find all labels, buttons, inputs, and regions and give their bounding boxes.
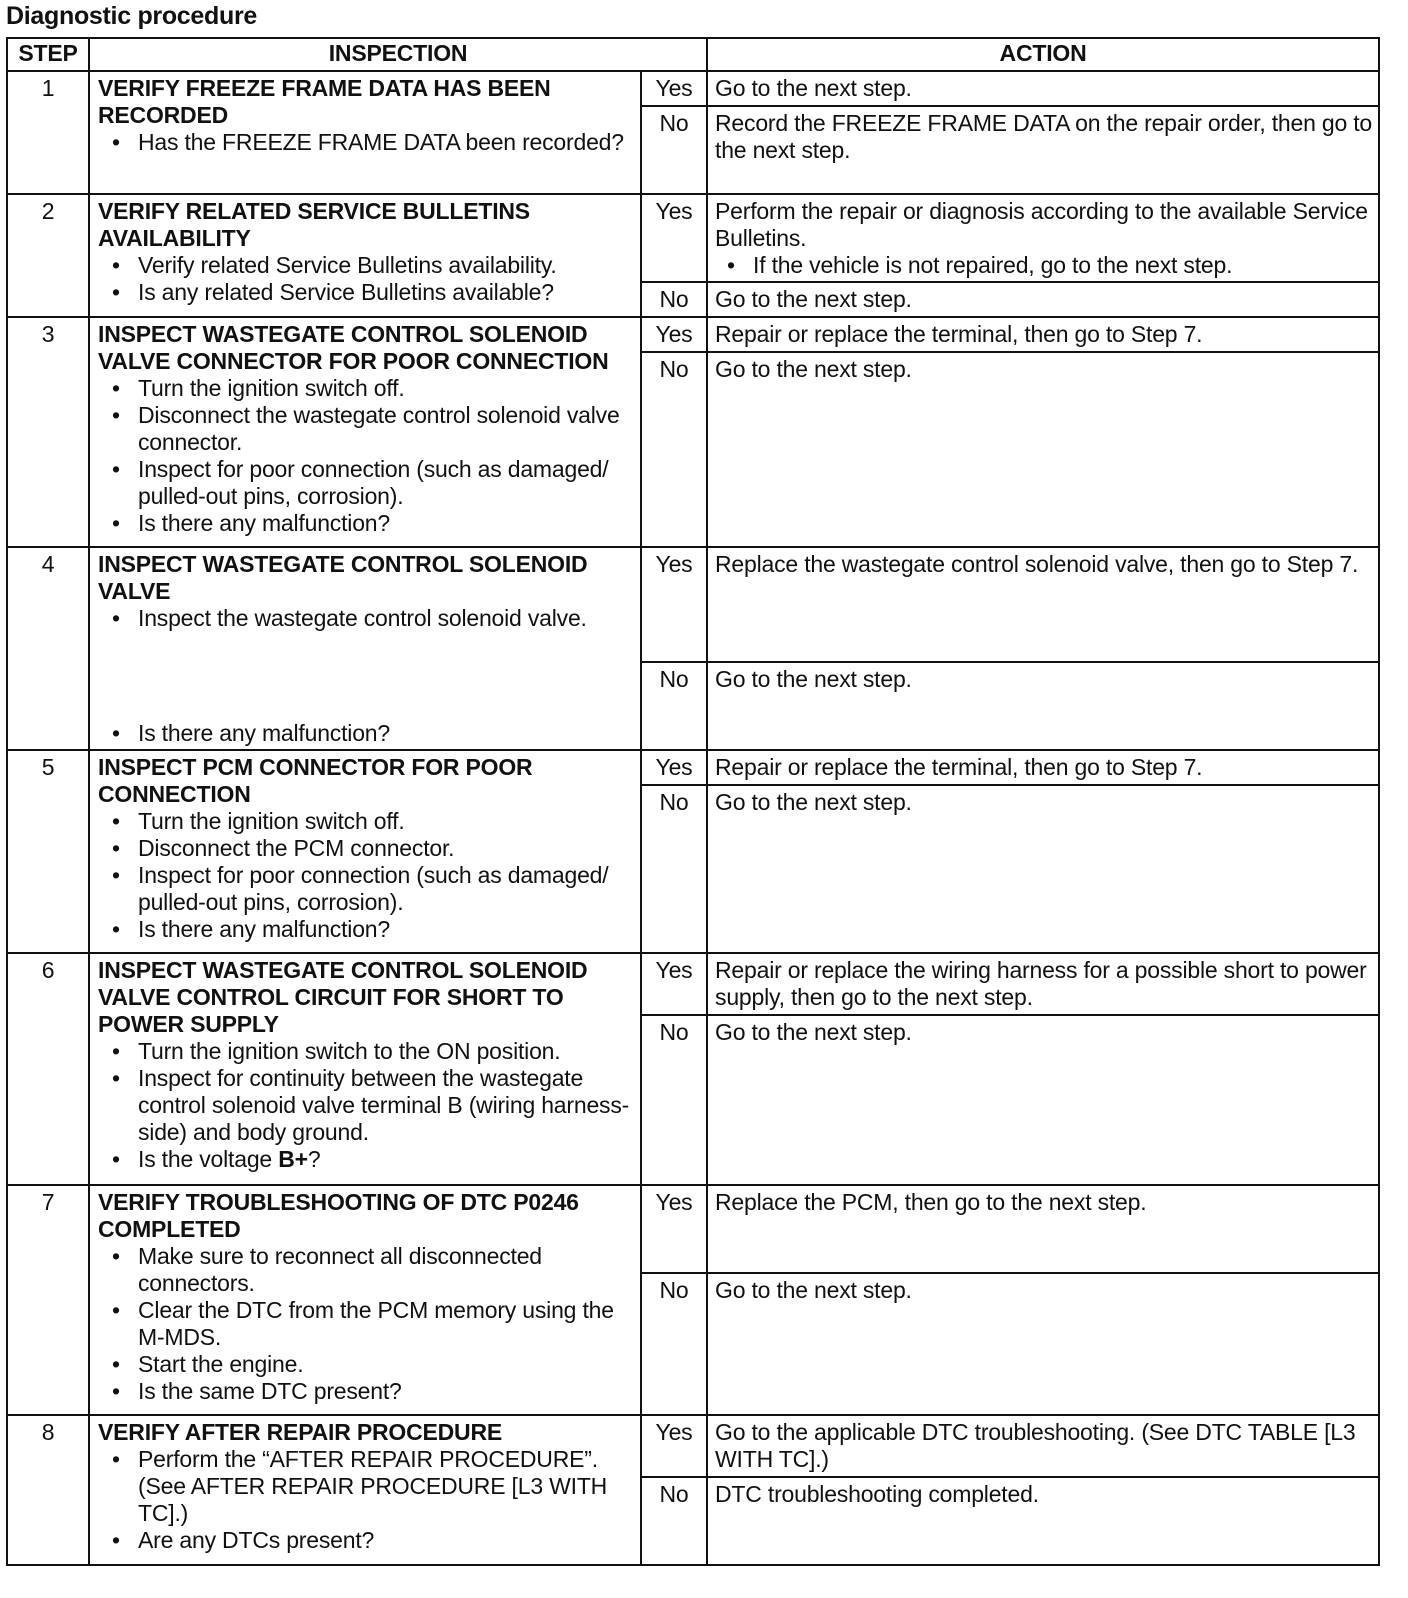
step-row (7, 1415, 1379, 1477)
yes-action: Replace the PCM, then go to the next step. (707, 1185, 1379, 1273)
no-action: Record the FREEZE FRAME DATA on the repair order, then go to the next step. (707, 106, 1379, 194)
inspection-cell (89, 1415, 641, 1565)
inspection-bullet: • Inspect for poor connection (such as damaged/ pulled-out pins, corrosion). (138, 456, 634, 510)
voltage-value: B+ (278, 1146, 308, 1172)
no-label: No (641, 662, 707, 750)
step-number: 7 (7, 1185, 89, 1415)
step-row (7, 750, 1379, 785)
no-label: No (641, 1477, 707, 1565)
table-header-row (7, 38, 1379, 71)
no-action: Go to the next step. (707, 1015, 1379, 1185)
yes-action: Replace the wastegate control solenoid valve, then go to Step 7. (707, 547, 1379, 662)
no-action: Go to the next step. (707, 785, 1379, 953)
no-action: DTC troubleshooting completed. (707, 1477, 1379, 1565)
yes-label: Yes (641, 547, 707, 662)
inspection-cell (89, 194, 641, 317)
no-action: Go to the next step. (707, 352, 1379, 547)
yes-label: Yes (641, 1415, 707, 1477)
step-number: 4 (7, 547, 89, 750)
inspection-bullet: • Perform the “AFTER REPAIR PROCEDURE”. (See AFTER REPAIR PROCEDURE [L3 WITH TC].) (138, 1446, 634, 1527)
step-row (7, 317, 1379, 352)
step-row (7, 194, 1379, 282)
inspection-bullet: • Is there any malfunction? (138, 720, 390, 747)
yes-label: Yes (641, 71, 707, 106)
inspection-title: VERIFY FREEZE FRAME DATA HAS BEEN RECORDED (98, 75, 551, 128)
step-number: 8 (7, 1415, 89, 1565)
inspection-title: VERIFY RELATED SERVICE BULLETINS AVAILABILITY (98, 198, 530, 251)
inspection-bullet: • Disconnect the PCM connector. (138, 835, 634, 862)
header-action: ACTION (707, 38, 1379, 71)
inspection-title: VERIFY TROUBLESHOOTING OF DTC P0246 COMPLETED (98, 1189, 579, 1242)
no-label: No (641, 1015, 707, 1185)
header-step: STEP (7, 38, 89, 71)
inspection-bullet: • Clear the DTC from the PCM memory using the M-MDS. (138, 1297, 634, 1351)
inspection-title: INSPECT WASTEGATE CONTROL SOLENOID VALVE CONTROL CIRCUIT FOR SHORT TO POWER SUPPLY (98, 957, 588, 1037)
yes-action-bullet: • If the vehicle is not repaired, go to the next step. (753, 252, 1372, 279)
inspection-bullet: • Turn the ignition switch off. (138, 808, 634, 835)
no-action: Go to the next step. (707, 282, 1379, 317)
diagnostic-table (6, 37, 1380, 1566)
inspection-title: INSPECT WASTEGATE CONTROL SOLENOID VALVE (98, 551, 588, 604)
no-label: No (641, 352, 707, 547)
inspection-bullet: • Is there any malfunction? (138, 916, 634, 943)
yes-action: Go to the next step. (707, 71, 1379, 106)
yes-action: Repair or replace the terminal, then go to Step 7. (707, 317, 1379, 352)
inspection-bullet: • Turn the ignition switch off. (138, 375, 634, 402)
inspection-bullet: • Are any DTCs present? (138, 1527, 634, 1554)
no-label: No (641, 106, 707, 194)
step-number: 3 (7, 317, 89, 547)
yes-label: Yes (641, 953, 707, 1015)
inspection-title: VERIFY AFTER REPAIR PROCEDURE (98, 1419, 502, 1445)
inspection-bullet: • Start the engine. (138, 1351, 634, 1378)
no-action: Go to the next step. (707, 1273, 1379, 1415)
inspection-bullet: • Inspect for continuity between the wastegate control solenoid valve terminal B (wiring harness-side) and body ground. (138, 1065, 634, 1146)
yes-label: Yes (641, 1185, 707, 1273)
inspection-cell (89, 71, 641, 194)
no-label: No (641, 1273, 707, 1415)
inspection-cell (89, 317, 641, 547)
yes-action: Perform the repair or diagnosis according to the available Service Bulletins. (715, 198, 1368, 251)
inspection-cell (89, 750, 641, 953)
inspection-bullet: • Is the same DTC present? (138, 1378, 634, 1405)
no-label: No (641, 282, 707, 317)
inspection-cell (89, 953, 641, 1185)
step-number: 5 (7, 750, 89, 953)
page-title: Diagnostic procedure (6, 2, 257, 30)
inspection-bullet: • Make sure to reconnect all disconnected connectors. (138, 1243, 634, 1297)
inspection-bullet: • Turn the ignition switch to the ON position. (138, 1038, 634, 1065)
yes-action: Repair or replace the wiring harness for a possible short to power supply, then go to the next step. (707, 953, 1379, 1015)
inspection-cell (89, 1185, 641, 1415)
inspection-cell (89, 547, 641, 750)
inspection-bullet: • Inspect for poor connection (such as damaged/ pulled-out pins, corrosion). (138, 862, 634, 916)
yes-action: Repair or replace the terminal, then go to Step 7. (707, 750, 1379, 785)
inspection-bullet (138, 1146, 634, 1173)
inspection-bullet: • Disconnect the wastegate control solenoid valve connector. (138, 402, 634, 456)
step-number: 2 (7, 194, 89, 317)
inspection-title: INSPECT WASTEGATE CONTROL SOLENOID VALVE CONNECTOR FOR POOR CONNECTION (98, 321, 609, 374)
step-row (7, 953, 1379, 1015)
voltage-question-text: Is the voltage (138, 1146, 279, 1172)
no-action: Go to the next step. (707, 662, 1379, 750)
inspection-bullet: • Has the FREEZE FRAME DATA been recorded? (138, 129, 634, 156)
yes-label: Yes (641, 194, 707, 282)
inspection-bullet: • Verify related Service Bulletins availability. (138, 252, 634, 279)
inspection-bullet: • Inspect the wastegate control solenoid valve. (138, 605, 634, 632)
header-inspection: INSPECTION (89, 38, 707, 71)
step-row (7, 71, 1379, 106)
no-label: No (641, 785, 707, 953)
step-number: 6 (7, 953, 89, 1185)
inspection-bullet: • Is there any malfunction? (138, 510, 634, 537)
step-row (7, 1185, 1379, 1273)
inspection-bullet: • Is any related Service Bulletins available? (138, 279, 634, 306)
yes-action-cell (707, 194, 1379, 282)
yes-action: Go to the applicable DTC troubleshooting. (See DTC TABLE [L3 WITH TC].) (707, 1415, 1379, 1477)
step-number: 1 (7, 71, 89, 194)
step-row (7, 547, 1379, 662)
question-mark: ? (307, 1146, 321, 1172)
yes-label: Yes (641, 750, 707, 785)
inspection-title: INSPECT PCM CONNECTOR FOR POOR CONNECTION (98, 754, 533, 807)
yes-label: Yes (641, 317, 707, 352)
